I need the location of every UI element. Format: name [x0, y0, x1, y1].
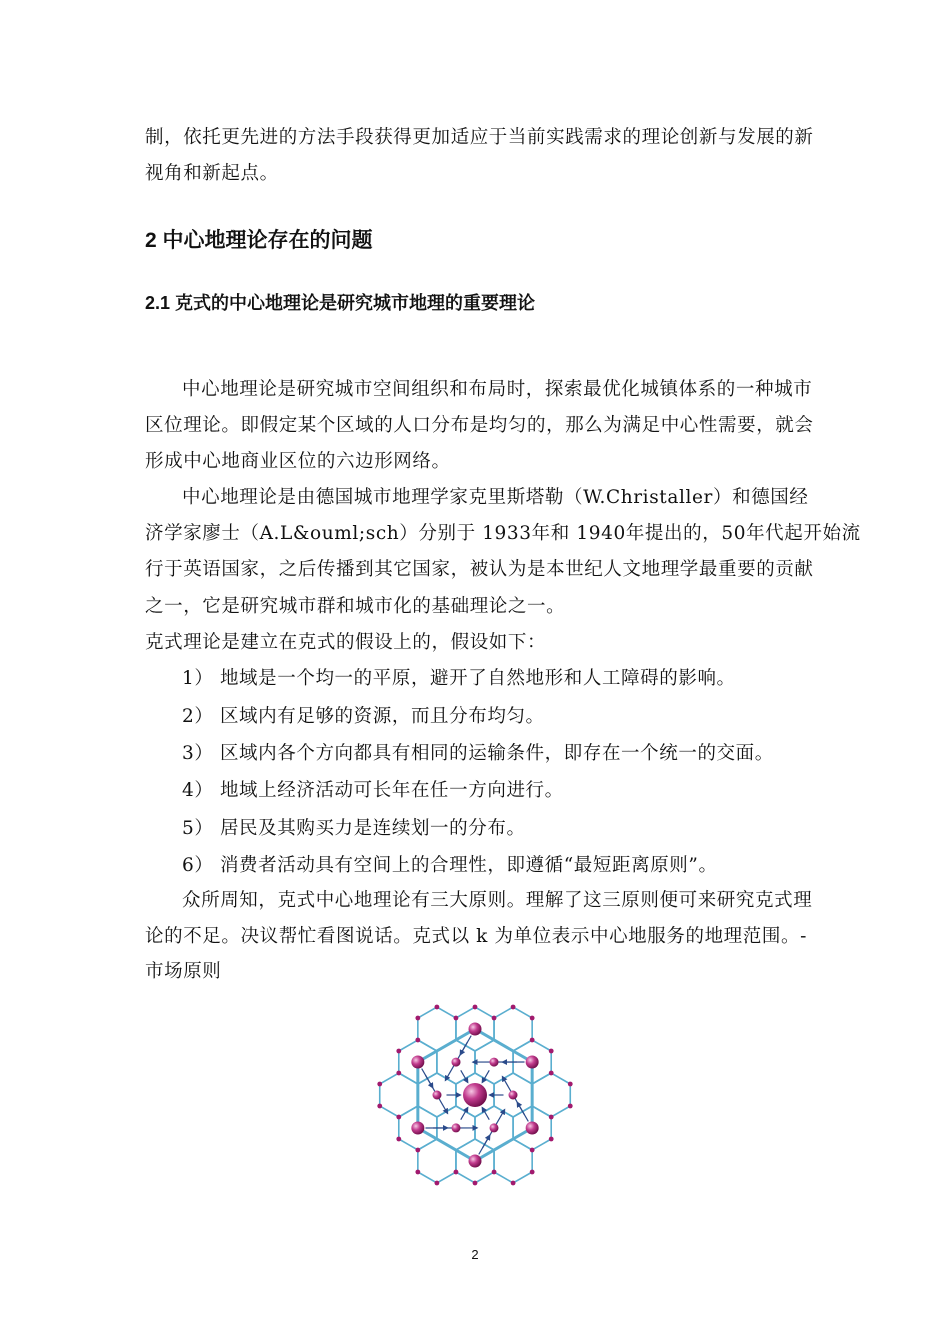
market-node: [530, 1016, 535, 1021]
paragraph-line: 形成中心地商业区位的六边形网络。: [145, 451, 451, 472]
market-node: [454, 1170, 459, 1175]
market-node: [396, 1115, 401, 1120]
hexagon-cell: [380, 1073, 418, 1117]
market-node: [549, 1115, 554, 1120]
market-node: [511, 1005, 516, 1010]
paragraph-line: 行于英语国家，之后传播到其它国家，被认为是本世纪人文地理学最重要的贡献: [145, 559, 814, 580]
lower-order-center: [452, 1058, 461, 1067]
paragraph-line: 论的不足。决议帮忙看图说话。克式以 k 为单位表示中心地服务的地理范围。-: [145, 926, 807, 947]
paragraph-line: 制，依托更先进的方法手段获得更加适应于当前实践需求的理论创新与发展的新: [145, 127, 814, 148]
middle-order-center: [526, 1056, 539, 1069]
market-node: [568, 1104, 573, 1109]
lower-order-center: [490, 1058, 499, 1067]
paragraph-line: 市场原则: [145, 961, 222, 982]
middle-order-center: [411, 1122, 424, 1135]
middle-order-center: [469, 1155, 482, 1168]
paragraph-line: 之一，它是研究城市群和城市化的基础理论之一。: [145, 596, 566, 617]
list-item: 1） 地域是一个均一的平原，避开了自然地形和人工障碍的影响。: [182, 668, 736, 689]
market-node: [377, 1104, 382, 1109]
market-node: [530, 1148, 535, 1153]
market-node: [415, 1016, 420, 1021]
middle-order-center: [469, 1023, 482, 1036]
list-item: 2） 区域内有足够的资源，而且分布均匀。: [182, 706, 545, 727]
paragraph-line: 区位理论。即假定某个区域的人口分布是均匀的，那么为满足中心性需要，就会: [145, 415, 814, 436]
middle-order-center: [411, 1056, 424, 1069]
market-node: [530, 1038, 535, 1043]
market-node: [511, 1181, 516, 1186]
lower-order-center: [433, 1091, 442, 1100]
lower-order-center: [509, 1091, 518, 1100]
market-node: [492, 1016, 497, 1021]
section-heading: 2 中心地理论存在的问题: [145, 229, 373, 252]
list-item: 4） 地域上经济活动可长年在任一方向进行。: [182, 780, 564, 801]
market-node: [530, 1170, 535, 1175]
paragraph-line: 众所周知，克式中心地理论有三大原则。理解了这三原则便可来研究克式理: [182, 890, 813, 911]
paragraph-line: 中心地理论是研究城市空间组织和布局时，探索最优化城镇体系的一种城市: [182, 379, 813, 400]
page-number: 2: [471, 1247, 479, 1262]
market-node: [568, 1082, 573, 1087]
central-place-nodes: [377, 1005, 572, 1186]
subsection-heading: 2.1 克式的中心地理论是研究城市地理的重要理论: [145, 293, 536, 313]
list-item: 5） 居民及其购买力是连续划一的分布。: [182, 818, 526, 839]
market-node: [492, 1170, 497, 1175]
paragraph-line: 克式理论是建立在克式的假设上的，假设如下：: [145, 632, 547, 653]
market-node: [415, 1038, 420, 1043]
paragraph-line: 视角和新起点。: [145, 163, 279, 184]
market-node: [415, 1170, 420, 1175]
central-place-diagram: [370, 990, 580, 1200]
market-node: [415, 1148, 420, 1153]
market-node: [396, 1049, 401, 1054]
paragraph-line: 济学家廖士（A.L&ouml;sch）分别于 1933年和 1940年提出的，50年代起开始流: [145, 523, 861, 544]
paragraph-line: 中心地理论是由德国城市地理学家克里斯塔勒（W.Christaller）和德国经: [182, 487, 809, 508]
middle-order-center: [526, 1122, 539, 1135]
market-node: [434, 1005, 439, 1010]
hexagon-cell: [532, 1073, 570, 1117]
market-node: [473, 1005, 478, 1010]
lower-order-center: [452, 1123, 461, 1132]
market-node: [396, 1137, 401, 1142]
list-item: 6） 消费者活动具有空间上的合理性，即遵循“最短距离原则”。: [182, 855, 718, 876]
market-node: [473, 1181, 478, 1186]
list-item: 3） 区域内各个方向都具有相同的运输条件，即存在一个统一的交面。: [182, 743, 774, 764]
market-node: [454, 1016, 459, 1021]
market-node: [434, 1181, 439, 1186]
market-node: [549, 1071, 554, 1076]
market-node: [396, 1071, 401, 1076]
high-order-center: [463, 1083, 487, 1107]
market-node: [377, 1082, 382, 1087]
market-node: [549, 1049, 554, 1054]
market-node: [549, 1137, 554, 1142]
lower-order-center: [490, 1123, 499, 1132]
